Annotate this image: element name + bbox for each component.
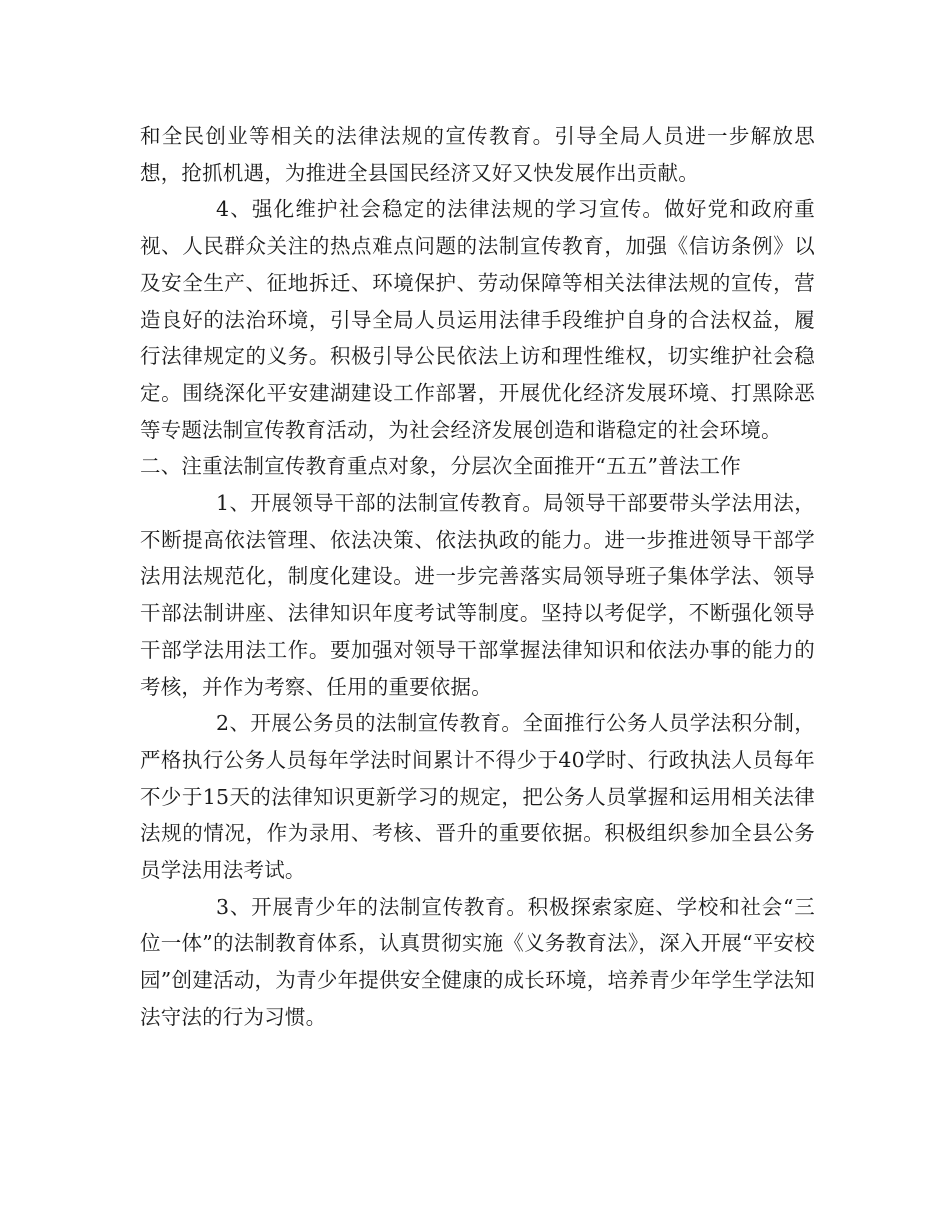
paragraph-item-2: 2、开展公务员的法制宣传教育。全面推行公务人员学法积分制，严格执行公务人员每年学法时间累计不得少于40学时、行政执法人员每年不少于15天的法律知识更新学习的规定，把公务人员掌握和运用相关法律法规的情况，作为录用、考核、晋升的重要依据。积极组织参加全县公务员学法用法考试。 (140, 711, 815, 883)
paragraph-continuation: 和全民创业等相关的法律法规的宣传教育。引导全局人员进一步解放思想，抢抓机遇，为推进全县国民经济又好又快发展作出贡献。 (140, 124, 815, 185)
section-heading-2: 二、注重法制宣传教育重点对象，分层次全面推开“五五”普法工作 (140, 454, 741, 479)
paragraph-item-1: 1、开展领导干部的法制宣传教育。局领导干部要带头学法用法，不断提高依法管理、依法决策、依法执政的能力。进一步推进领导干部学法用法规范化，制度化建设。进一步完善落实局领导班子集体学法、领导干部法制讲座、法律知识年度考试等制度。坚持以考促学，不断强化领导干部学法用法工作。要加强对领导干部掌握法律知识和依法办事的能力的考核，并作为考察、任用的重要依据。 (140, 491, 815, 699)
paragraph-item-4: 4、强化维护社会稳定的法律法规的学习宣传。做好党和政府重视、人民群众关注的热点难点问题的法制宣传教育，加强《信访条例》以及安全生产、征地拆迁、环境保护、劳动保障等相关法律法规的宣传，营造良好的法治环境，引导全局人员运用法律手段维护自身的合法权益，履行法律规定的义务。积极引导公民依法上访和理性维权，切实维护社会稳定。围绕深化平安建湖建设工作部署，开展优化经济发展环境、打黑除恶等专题法制宣传教育活动，为社会经济发展创造和谐稳定的社会环境。 (140, 197, 815, 442)
document-body (140, 118, 815, 1036)
paragraph-item-3: 3、开展青少年的法制宣传教育。积极探索家庭、学校和社会“三位一体”的法制教育体系，认真贯彻实施《义务教育法》，深入开展“平安校园”创建活动，为青少年提供安全健康的成长环境，培养青少年学生学法知法守法的行为习惯。 (140, 894, 815, 1029)
